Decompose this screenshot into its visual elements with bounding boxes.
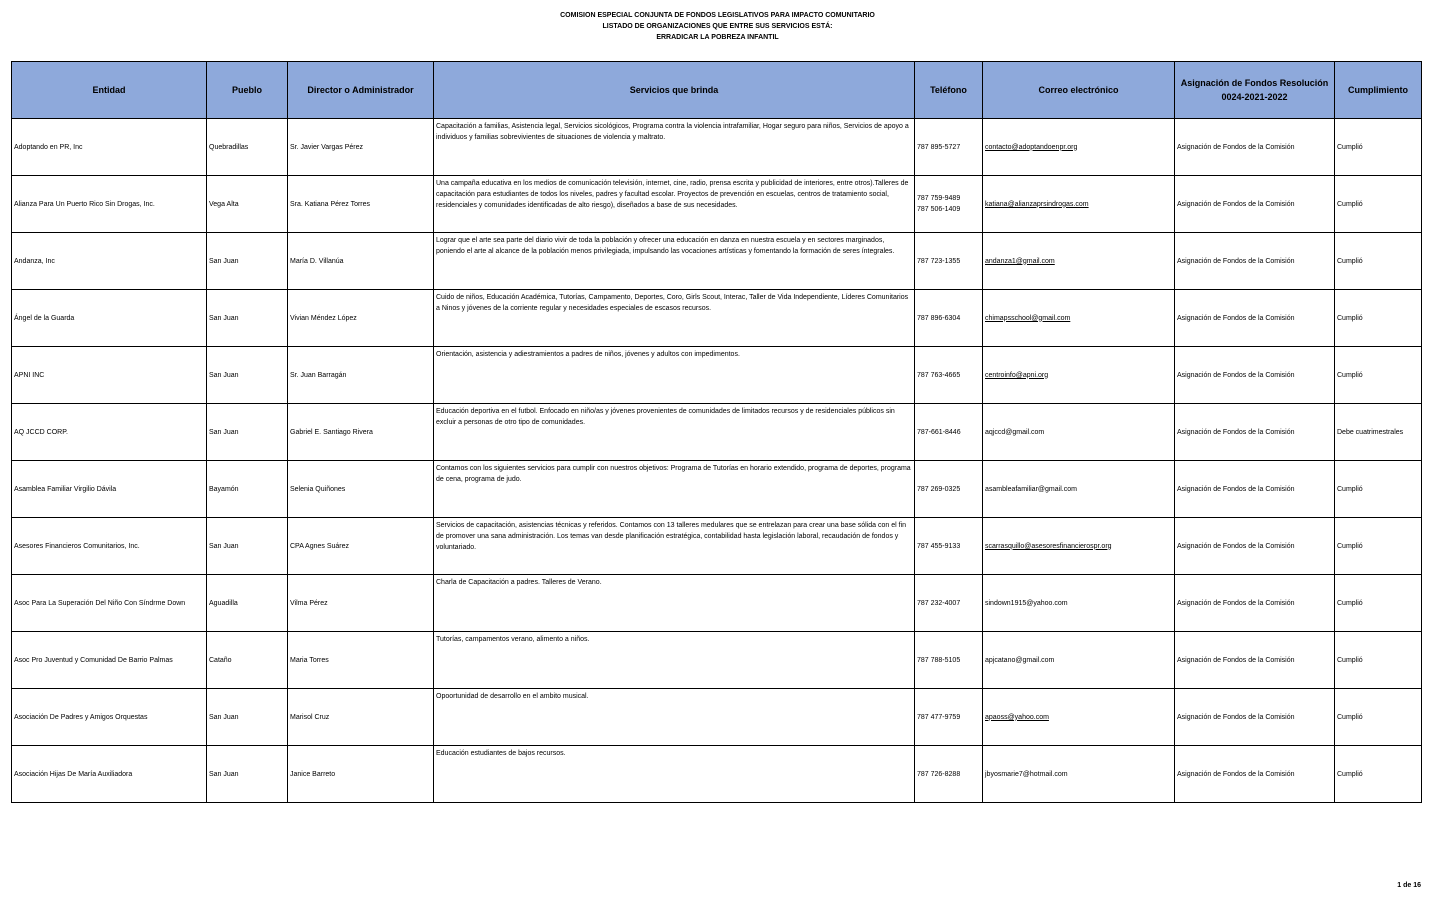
- entidad-cell: Andanza, Inc: [12, 233, 207, 290]
- correo-cell[interactable]: [983, 233, 1175, 290]
- telefono-primary: 787 726-8288: [917, 770, 961, 778]
- pueblo-cell: San Juan: [207, 689, 288, 746]
- email-link[interactable]: jbyosmarie7@hotmail.com: [985, 770, 1068, 778]
- entidad-cell: Asoc Para La Superación Del Niño Con Síndrme Down: [12, 575, 207, 632]
- entidad-cell: Asamblea Familiar Virgilio Dávila: [12, 461, 207, 518]
- director-cell: Sr. Javier Vargas Pérez: [288, 119, 434, 176]
- cumplimiento-cell: Cumplió: [1335, 746, 1422, 803]
- cumplimiento-cell: Cumplió: [1335, 632, 1422, 689]
- table-row: [12, 347, 1422, 404]
- servicios-cell: Educación deportiva en el futbol. Enfocado en niño/as y jóvenes provenientes de comunidades de limitados recursos y de residenciales públicos sin excluir a personas de otro tipo de comunidades.: [434, 404, 915, 461]
- email-link[interactable]: centroinfo@apni.org: [985, 371, 1049, 379]
- telefono-cell: [915, 689, 983, 746]
- table-row: [12, 575, 1422, 632]
- servicios-cell: Opoortunidad de desarrollo en el ambito musical.: [434, 689, 915, 746]
- asignacion-cell: Asignación de Fondos de la Comisión: [1175, 575, 1335, 632]
- table-row: [12, 176, 1422, 233]
- table-row: [12, 119, 1422, 176]
- asignacion-cell: Asignación de Fondos de la Comisión: [1175, 347, 1335, 404]
- column-header-asignacion: [1175, 62, 1335, 119]
- telefono-cell: [915, 746, 983, 803]
- pueblo-cell: San Juan: [207, 233, 288, 290]
- director-cell: Marisol Cruz: [288, 689, 434, 746]
- telefono-primary: 787 788-5105: [917, 656, 961, 664]
- column-header-telefono: Teléfono: [915, 62, 983, 119]
- column-header-pueblo: Pueblo: [207, 62, 288, 119]
- telefono-cell: [915, 575, 983, 632]
- email-link[interactable]: sindown1915@yahoo.com: [985, 599, 1068, 607]
- table-row: [12, 632, 1422, 689]
- asignacion-cell: Asignación de Fondos de la Comisión: [1175, 461, 1335, 518]
- entidad-cell: AQ JCCD CORP.: [12, 404, 207, 461]
- entidad-cell: Asociación De Padres y Amigos Orquestas: [12, 689, 207, 746]
- pueblo-cell: San Juan: [207, 290, 288, 347]
- servicios-cell: Charla de Capacitación a padres. Talleres de Verano.: [434, 575, 915, 632]
- asignacion-cell: Asignación de Fondos de la Comisión: [1175, 404, 1335, 461]
- pueblo-cell: Aguadilla: [207, 575, 288, 632]
- cumplimiento-cell: Cumplió: [1335, 461, 1422, 518]
- asignacion-cell: Asignación de Fondos de la Comisión: [1175, 119, 1335, 176]
- page-number: 1 de 16: [1397, 882, 1421, 889]
- cumplimiento-cell: Cumplió: [1335, 290, 1422, 347]
- asignacion-cell: Asignación de Fondos de la Comisión: [1175, 518, 1335, 575]
- cumplimiento-cell: Debe cuatrimestrales: [1335, 404, 1422, 461]
- correo-cell[interactable]: [983, 632, 1175, 689]
- director-cell: Sr. Juan Barragán: [288, 347, 434, 404]
- entidad-cell: Asesores Financieros Comunitarios, Inc.: [12, 518, 207, 575]
- email-link[interactable]: katiana@alianzaprsindrogas.com: [985, 200, 1089, 208]
- servicios-cell: Lograr que el arte sea parte del diario vivir de toda la población y ofrecer una educación en danza en nuestra escuela y en sectores marginados, poniendo el arte al alcance de la población menos privilegiada, impulsando las vocaciones artísticas y fomentando la formación de seres íntegrales.: [434, 233, 915, 290]
- correo-cell[interactable]: [983, 119, 1175, 176]
- pueblo-cell: San Juan: [207, 518, 288, 575]
- telefono-cell: [915, 404, 983, 461]
- pueblo-cell: Cataño: [207, 632, 288, 689]
- telefono-cell: [915, 518, 983, 575]
- column-header-servicios: Servicios que brinda: [434, 62, 915, 119]
- table-row: [12, 290, 1422, 347]
- correo-cell[interactable]: [983, 518, 1175, 575]
- table-row: [12, 518, 1422, 575]
- telefono-primary: 787-661-8446: [917, 428, 961, 436]
- cumplimiento-cell: Cumplió: [1335, 689, 1422, 746]
- table-row: [12, 689, 1422, 746]
- telefono-cell: [915, 119, 983, 176]
- asignacion-cell: Asignación de Fondos de la Comisión: [1175, 176, 1335, 233]
- correo-cell[interactable]: [983, 689, 1175, 746]
- asignacion-cell: Asignación de Fondos de la Comisión: [1175, 290, 1335, 347]
- table-row: [12, 746, 1422, 803]
- director-cell: Sra. Katiana Pérez Torres: [288, 176, 434, 233]
- organizations-table: [11, 61, 1422, 803]
- director-cell: CPA Agnes Suárez: [288, 518, 434, 575]
- correo-cell[interactable]: [983, 176, 1175, 233]
- telefono-primary: 787 477-9759: [917, 713, 961, 721]
- telefono-cell: [915, 347, 983, 404]
- asignacion-cell: Asignación de Fondos de la Comisión: [1175, 689, 1335, 746]
- email-link[interactable]: aqjccd@gmail.com: [985, 428, 1045, 436]
- telefono-cell: [915, 290, 983, 347]
- table-row: [12, 404, 1422, 461]
- pueblo-cell: Bayamón: [207, 461, 288, 518]
- email-link[interactable]: contacto@adoptandoenpr.org: [985, 143, 1078, 151]
- telefono-cell: [915, 176, 983, 233]
- entidad-cell: Asociación Hijas De María Auxiliadora: [12, 746, 207, 803]
- director-cell: María D. Villanúa: [288, 233, 434, 290]
- telefono-primary: 787 455-9133: [917, 542, 961, 550]
- telefono-cell: [915, 461, 983, 518]
- servicios-cell: Servicios de capacitación, asistencias técnicas y referidos. Contamos con 13 talleres medulares que se entrelazan para crear una base sólida con el fin de promover una sana administración. Los temas van desde planificación estratégica, contabilidad hasta legislación laboral, recaudación de fondos y voluntariado.: [434, 518, 915, 575]
- cumplimiento-cell: Cumplió: [1335, 575, 1422, 632]
- email-link[interactable]: asambleafamiliar@gmail.com: [985, 485, 1077, 493]
- asignacion-cell: Asignación de Fondos de la Comisión: [1175, 746, 1335, 803]
- header-topic-title: ERRADICAR LA POBREZA INFANTIL: [656, 34, 779, 41]
- telefono-primary: 787 759-9489: [917, 195, 961, 202]
- column-header-director: Director o Administrador: [288, 62, 434, 119]
- pueblo-cell: San Juan: [207, 404, 288, 461]
- entidad-cell: Ángel de la Guarda: [12, 290, 207, 347]
- pueblo-cell: Vega Alta: [207, 176, 288, 233]
- correo-cell[interactable]: [983, 575, 1175, 632]
- entidad-cell: Asoc Pro Juventud y Comunidad De Barrio Palmas: [12, 632, 207, 689]
- servicios-cell: Una campaña educativa en los medios de comunicación televisión, internet, cine, radio, prensa escrita y publicidad de interiores, entre otros).Talleres de capacitación para estudiantes de todos los niveles, padres y facultad escolar. Proyectos de prevención en escuelas, centros de tratamiento social, residenciales y comunidades identificadas de alto riesgo), diseñados a base de sus necesidades.: [434, 176, 915, 233]
- telefono-primary: 787 763-4665: [917, 371, 961, 379]
- director-cell: Janice Barreto: [288, 746, 434, 803]
- cumplimiento-cell: Cumplió: [1335, 347, 1422, 404]
- director-cell: Maria Torres: [288, 632, 434, 689]
- header-commission-title: COMISION ESPECIAL CONJUNTA DE FONDOS LEGISLATIVOS PARA IMPACTO COMUNITARIO: [560, 12, 875, 19]
- entidad-cell: Alianza Para Un Puerto Rico Sin Drogas, Inc.: [12, 176, 207, 233]
- servicios-cell: Capacitación a familias, Asistencia legal, Servicios sicológicos, Programa contra la violencia intrafamiliar, Hogar seguro para niños, Servicios de apoyo a individuos y familias sobrevivientes de situaciones de violencia y maltrato.: [434, 119, 915, 176]
- email-link[interactable]: chimapsschool@gmail.com: [985, 314, 1071, 322]
- email-link[interactable]: apaoss@yahoo.com: [985, 713, 1049, 721]
- asignacion-cell: Asignación de Fondos de la Comisión: [1175, 632, 1335, 689]
- servicios-cell: Cuido de niños, Educación Académica, Tutorías, Campamento, Deportes, Coro, Girls Scout, Interac, Taller de Vida Independiente, Líderes Comunitarios a Ninos y jóvenes de la corriente regular y necesidades especiales de escasos recursos.: [434, 290, 915, 347]
- telefono-primary: 787 269-0325: [917, 485, 961, 493]
- header-list-title: LISTADO DE ORGANIZACIONES QUE ENTRE SUS SERVICIOS ESTÁ:: [602, 23, 833, 30]
- asignacion-cell: Asignación de Fondos de la Comisión: [1175, 233, 1335, 290]
- director-cell: Vivian Méndez López: [288, 290, 434, 347]
- telefono-primary: 787 896-6304: [917, 314, 961, 322]
- director-cell: Selenia Quiñones: [288, 461, 434, 518]
- servicios-cell: Educación estudiantes de bajos recursos.: [434, 746, 915, 803]
- correo-cell[interactable]: [983, 746, 1175, 803]
- pueblo-cell: Quebradillas: [207, 119, 288, 176]
- email-link[interactable]: apjcatano@gmail.com: [985, 656, 1055, 664]
- table-header-row: [12, 62, 1422, 119]
- column-header-entidad: Entidad: [12, 62, 207, 119]
- pueblo-cell: San Juan: [207, 347, 288, 404]
- correo-cell[interactable]: [983, 404, 1175, 461]
- entidad-cell: APNI INC: [12, 347, 207, 404]
- cumplimiento-cell: Cumplió: [1335, 233, 1422, 290]
- correo-cell[interactable]: [983, 347, 1175, 404]
- asignacion-header-line1: Asignación de Fondos Resolución: [1180, 78, 1329, 88]
- column-header-cumplimiento: Cumplimiento: [1335, 62, 1422, 119]
- column-header-correo: Correo electrónico: [983, 62, 1175, 119]
- telefono-secondary: 787 506-1409: [917, 206, 961, 213]
- servicios-cell: Orientación, asistencia y adiestramientos a padres de niños, jóvenes y adultos con impedimentos.: [434, 347, 915, 404]
- table-row: [12, 233, 1422, 290]
- servicios-cell: Tutorías, campamentos verano, alimento a niños.: [434, 632, 915, 689]
- correo-cell[interactable]: [983, 290, 1175, 347]
- telefono-primary: 787 723-1355: [917, 257, 961, 265]
- correo-cell[interactable]: [983, 461, 1175, 518]
- table-row: [12, 461, 1422, 518]
- telefono-cell: [915, 233, 983, 290]
- entidad-cell: Adoptando en PR, Inc: [12, 119, 207, 176]
- telefono-primary: 787 895-5727: [917, 143, 961, 151]
- asignacion-header-line2: 0024-2021-2022: [1221, 92, 1288, 102]
- email-link[interactable]: scarrasquillo@asesoresfinancierospr.org: [985, 542, 1112, 550]
- servicios-cell: Contamos con los siguientes servicios para cumplir con nuestros objetivos: Programa de Tutorías en horario extendido, programa de deportes, programa de cena, programa de judo.: [434, 461, 915, 518]
- email-link[interactable]: andanza1@gmail.com: [985, 257, 1055, 265]
- pueblo-cell: San Juan: [207, 746, 288, 803]
- cumplimiento-cell: Cumplió: [1335, 119, 1422, 176]
- cumplimiento-cell: Cumplió: [1335, 176, 1422, 233]
- telefono-cell: [915, 632, 983, 689]
- director-cell: Gabriel E. Santiago Rivera: [288, 404, 434, 461]
- director-cell: Vilma Pérez: [288, 575, 434, 632]
- telefono-primary: 787 232-4007: [917, 599, 961, 607]
- document-header: [0, 10, 1435, 43]
- cumplimiento-cell: Cumplió: [1335, 518, 1422, 575]
